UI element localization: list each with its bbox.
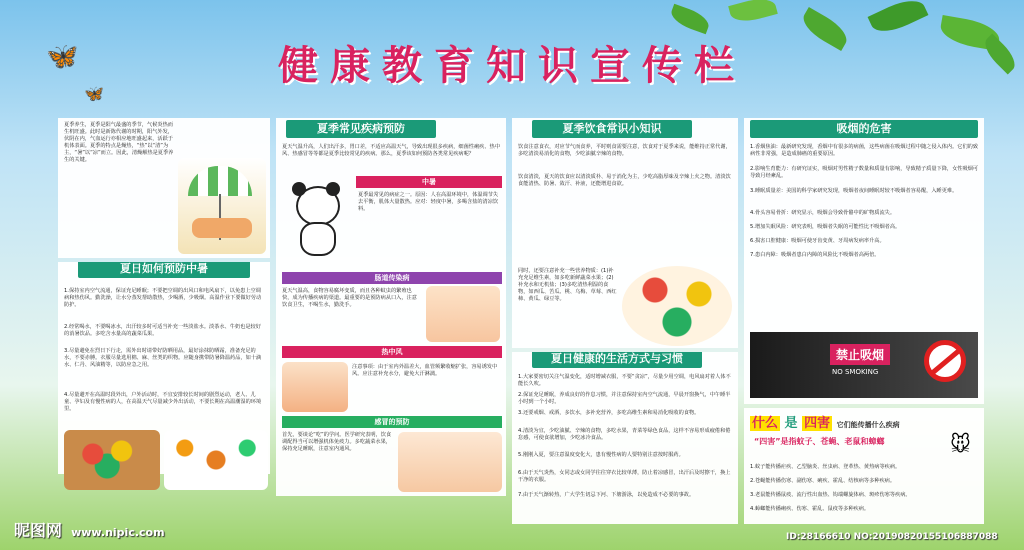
intestinal-desc: 夏天气温高，食物容易腐坏变质，而且各种蚊虫的繁殖也快，成为传播疾病的渠道。最重要的是预防病从口入，注意饮食卫生，不喝生水，勤洗手。 <box>282 288 417 308</box>
lifestyle-text-6: 6.由于天气炎热，女同志或女同学往往穿衣比较单薄，防止着凉感冒，出汗后及时擦干，换上干净的衣服。 <box>518 470 731 483</box>
watermark-id: ID:28166610 NO:20190820155106887088 <box>786 532 998 542</box>
no-smoking-banner <box>750 332 978 398</box>
pests-q-part1: 什么 <box>752 416 779 431</box>
pests-question <box>750 412 900 431</box>
pests-answer: “四害”是指蚊子、苍蝇、老鼠和蟑螂 <box>754 437 885 446</box>
family-illustration <box>426 286 500 342</box>
heatstroke-desc: 夏季最常见的病症之一。原因：人在高温环境中，体温调节失去平衡，肌体大量散热。应对：轻度中暑，多喝含盐的清凉饮料。 <box>358 192 499 212</box>
smoking-text-2: 2.影响生育能力：有研究证实，吸烟对男性精子数量和质量有影响，导致精子质量下降，女性吸烟可导致月经紊乱。 <box>750 166 979 179</box>
subheader-heatstroke: 中暑 <box>356 176 502 188</box>
butterfly-icon: 🦋 <box>46 42 79 72</box>
lifestyle-text-4: 4.清淡为宜，少吃油腻、辛辣的食物，多吃水果，青菜等绿色食品，这样不容易形成疲倦和倦怠感，可使食欲增加，少吃冰冷食品。 <box>518 428 731 441</box>
smoking-text-4: 4.骨头容易骨折：研究显示，吸烟会导致骨骼中的矿物质流失。 <box>750 210 896 216</box>
lifestyle-text-2: 2.保证充足睡眠，养成良好的作息习惯，并注意保持室内空气流通，早晨开窗换气，中午睡半小时到一个小时。 <box>518 392 731 405</box>
pests-q-part2: 是 <box>784 416 798 431</box>
beach-illustration <box>178 158 266 254</box>
food-plate-illustration <box>622 266 732 346</box>
no-smoking-label: 禁止吸烟 <box>830 344 890 365</box>
pests-text-1: 1.蚊子能传播疟疾、乙型脑炎、丝虫病、登革热、黄热病等疾病。 <box>750 464 901 470</box>
diet-panel <box>512 118 738 348</box>
lifestyle-text-7: 7.由于天气渐转热，广大学生切忌下河、下塘游泳，以免造成不必要的事故。 <box>518 492 695 498</box>
subheader-intestinal: 肠道传染病 <box>282 272 502 284</box>
food-icons-illustration <box>164 430 268 490</box>
diet-header: 夏季饮食常识小知识 <box>532 120 692 138</box>
lifestyle-panel <box>512 352 738 524</box>
smoking-panel <box>744 118 984 404</box>
intro-panel <box>58 118 270 258</box>
lifestyle-text-5: 5.刚刚入夏，要注意温度变化大，患有慢性病的人要特别注意按时服药。 <box>518 452 684 458</box>
heatstroke-text-1: 1.保持室内空气流通，保证充足睡眠；不要把空调的出风口和电风扇下，以免患上空调病和热伤风。勤洗澡，让水分蒸发帮助散热，少喝酒，少吸烟。高温作业下要做好劳动防护。 <box>64 288 262 308</box>
subheader-cold: 感冒的预防 <box>282 416 502 428</box>
heatstroke-text-2: 2.经常喝水，不要喝冰水，出汗较多时可适当补充一些淡盐水。淡茶水、牛奶也是较好的消暑饮品。多吃含水量高的蔬菜瓜果。 <box>64 324 261 337</box>
watermark-brand <box>14 518 165 541</box>
woman-fan-illustration <box>282 362 348 412</box>
lifestyle-text-1: 1.大家要密切关注气温变化，适时增减衣服，不要“贪凉”，尽量少用空调，电风扇对着人体不能长久吹。 <box>518 374 731 387</box>
mouse-icon: 🐭 <box>950 432 971 456</box>
fruit-basket-illustration <box>64 430 160 490</box>
watermark-brand-text: 昵图网 <box>14 521 63 540</box>
diet-text-3: 同时，还要注意补充一些营养物质：(1)补充充足维生素，如多吃新鲜蔬菜水果；(2)补充水和无机盐；(3)多吃清热利湿的食物，如西瓜、苦瓜、桃、乌梅、草莓、西红柿、黄瓜、绿豆等。 <box>518 268 617 302</box>
heat-stroke-desc: 注意事项：由于室内外温差大，血管频繁收缩扩张，容易诱发中风。应注意补充水分，避免大汗淋漓。 <box>352 364 498 377</box>
pests-q-part3: 四害 <box>804 416 831 431</box>
heatstroke-text-4: 4.尽量避开在高温时段外出，户外活动时，不宜安排较长时间的剧烈运动，老人、儿童、孕妇及有慢性病的人，在高温天气尽量减少外出活动，不要长期在高温潮湿的环境里。 <box>64 392 262 412</box>
smoking-text-5: 5.增加失眠风险：研究表明，吸烟者失眠的可能性比不吸烟者高。 <box>750 224 901 230</box>
no-smoking-icon <box>924 340 966 382</box>
pests-text-2: 2.苍蝇能传播伤寒、副伤寒、痢疾、霍乱、结核病等多种疾病。 <box>750 478 896 484</box>
lifestyle-text-3: 3.还要戒烟、戒酒，多饮水，多补充营养，多吃高维生素和易消化吸收的食物。 <box>518 410 700 416</box>
disease-intro: 夏天气温升高，人们出汗多，胃口差，不适应高温天气，导致出现很多疾病，细菌性痢疾、热中风、热感冒等等都是夏季比较常见的疾病。那么，夏季该如何预防各类常见疾病呢？ <box>282 144 500 157</box>
pests-text-3: 3.老鼠能传播鼠疫、流行性出血热、钩端螺旋体病、斑疹伤寒等疾病。 <box>750 492 911 498</box>
disease-header: 夏季常见疾病预防 <box>286 120 436 138</box>
page-title: 健康教育知识宣传栏 <box>278 43 746 89</box>
lifestyle-header: 夏日健康的生活方式与习惯 <box>532 352 702 368</box>
butterfly-icon: 🦋 <box>84 84 104 103</box>
heatstroke-text-3: 3.尽量避免在烈日下行走，需外出时请带好防晒用品，最好涂抹防晒霜，准备充足的水，不要赤膊。衣服尽量选用棉、麻、丝类的织物。应随身携带防暑降温药品，如十滴水、仁丹、风油精等，以防应急之用。 <box>64 348 262 368</box>
smoking-header: 吸烟的危害 <box>750 120 978 138</box>
diet-text-2: 饮食清淡，夏天的饮食应以清淡质朴、易于消化为主，少吃高脂厚味及辛辣上火之物。清淡饮食能清热、防暑、敛汗、补液，还能增进食欲。 <box>518 174 731 187</box>
subheader-heat-stroke: 热中风 <box>282 346 502 358</box>
no-smoking-en-label: NO SMOKING <box>832 368 879 376</box>
smoking-text-6: 6.损害口腔健康：吸烟可使牙齿变黄、牙周病发病率升高。 <box>750 238 885 244</box>
panda-illustration <box>284 178 348 258</box>
smoking-text-1: 1.香烟焦油：最新研究发现，香烟中有很多的病菌，这些病菌在吸烟过程中随之侵入体内。它们的致病性非常强，是造成肺癌的重要原因。 <box>750 144 979 157</box>
pests-text-4: 4.蟑螂能传播痢疾、伤寒、霍乱、鼠疫等多种疾病。 <box>750 506 870 512</box>
smoking-text-3: 3.睡眠质量差：美国的科学家研究发现，吸烟者夜间睡眠时较不吸烟者容易醒，入睡更难。 <box>750 188 958 194</box>
intro-text: 夏季养生，夏季是阳气最盛的季节，气候炎热而生机旺盛。此时是新陈代谢的时期，阳气外发，伏阴在内，气血运行亦相应地旺盛起来，活跃于机体表面。夏季的特点是燥热，“热”以“清”为主，“暑”以“凉”而立。因此，清燥解热是夏季养生的关键。 <box>64 122 174 163</box>
sick-kids-illustration <box>398 432 502 492</box>
cold-desc: 首先，要谈论“吃”的学问。医学研究表明，饮食调配得当可以增强机体免疫力。多吃蔬菜水果，保持充足睡眠，注意室内通风。 <box>282 432 392 452</box>
watermark-url: www.nipic.com <box>71 526 165 539</box>
smoking-text-7: 7.患白内障：吸烟者患白内障的风险比不吸烟者高两倍。 <box>750 252 880 258</box>
pests-panel <box>744 408 984 524</box>
diet-text-1: 饮食注意食衣，对应节气而食养，平时则食需要注意，饮食对于夏季来说，能维持正常代谢，多吃清淡易消化的食物，少吃油腻辛辣的食物。 <box>518 144 731 157</box>
pests-q-part4: 它们能传播什么疾病 <box>836 421 900 429</box>
heatstroke-header: 夏日如何预防中暑 <box>78 262 250 278</box>
disease-panel <box>276 118 506 496</box>
